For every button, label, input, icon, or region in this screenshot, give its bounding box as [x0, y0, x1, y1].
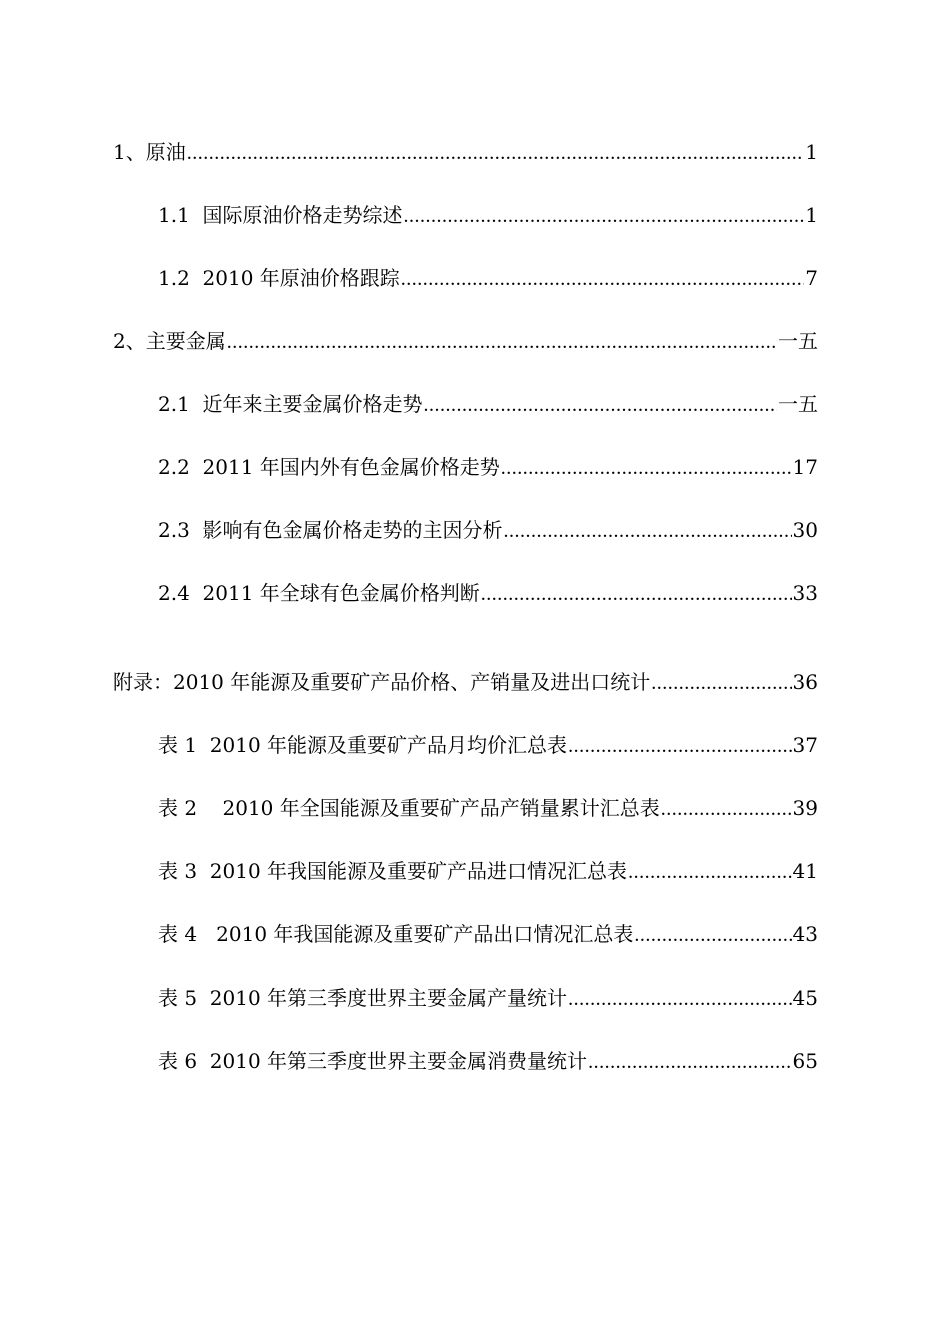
toc-entry-1-2[interactable] — [158, 262, 818, 294]
toc-page-number: 65 — [792, 1049, 818, 1073]
toc-entry-title: 附录：2010 年能源及重要矿产品价格、产销量及进出口统计 — [113, 670, 651, 694]
toc-entry-title: 2、主要金属 — [113, 329, 226, 353]
dot-leader — [227, 326, 777, 358]
dot-leader — [651, 667, 791, 699]
toc-page-number: 30 — [792, 518, 818, 542]
toc-page-number: 33 — [792, 581, 818, 605]
dot-leader — [661, 793, 792, 825]
toc-entry-main-metals[interactable] — [113, 325, 818, 357]
toc-entry-table-4[interactable] — [158, 918, 818, 950]
toc-entry-table-6[interactable] — [158, 1045, 818, 1077]
dot-leader — [634, 919, 791, 951]
toc-page-number: 1 — [805, 203, 818, 227]
toc-page-number: 39 — [792, 796, 818, 820]
toc-page-number: 7 — [805, 266, 818, 290]
toc-page-number: 1 — [805, 140, 818, 164]
dot-leader — [568, 730, 791, 762]
toc-page-number: 37 — [792, 733, 818, 757]
toc-entry-title: 表 1 2010 年能源及重要矿产品月均价汇总表 — [158, 733, 568, 757]
toc-page-number: 一五 — [778, 329, 818, 353]
toc-entry-title: 表 5 2010 年第三季度世界主要金属产量统计 — [158, 986, 568, 1010]
toc-entry-2-2[interactable] — [158, 451, 818, 483]
toc-entry-title: 2.3 影响有色金属价格走势的主因分析 — [158, 518, 503, 542]
dot-leader — [401, 263, 804, 295]
dot-leader — [628, 856, 791, 888]
toc-entry-table-1[interactable] — [158, 729, 818, 761]
toc-entry-title: 表 3 2010 年我国能源及重要矿产品进口情况汇总表 — [158, 859, 628, 883]
toc-entry-title: 1.2 2010 年原油价格跟踪 — [158, 266, 400, 290]
dot-leader — [404, 200, 805, 232]
dot-leader — [424, 389, 777, 421]
dot-leader — [481, 578, 792, 610]
toc-entry-1-1[interactable] — [158, 199, 818, 231]
toc-page-number: 45 — [792, 986, 818, 1010]
toc-entry-title: 2.1 近年来主要金属价格走势 — [158, 392, 423, 416]
toc-page-number: 一五 — [778, 392, 818, 416]
toc-entry-title: 2.4 2011 年全球有色金属价格判断 — [158, 581, 480, 605]
toc-entry-title: 表 2 2010 年全国能源及重要矿产品产销量累计汇总表 — [158, 796, 660, 820]
toc-entry-title: 1、原油 — [113, 140, 186, 164]
dot-leader — [588, 1046, 791, 1078]
dot-leader — [187, 137, 805, 169]
toc-entry-2-3[interactable] — [158, 514, 818, 546]
dot-leader — [568, 983, 791, 1015]
toc-entry-table-5[interactable] — [158, 982, 818, 1014]
toc-entry-title: 2.2 2011 年国内外有色金属价格走势 — [158, 455, 500, 479]
toc-entry-table-2[interactable] — [158, 792, 818, 824]
toc-entry-title: 1.1 国际原油价格走势综述 — [158, 203, 403, 227]
toc-page-number: 17 — [792, 455, 818, 479]
toc-entry-crude-oil[interactable] — [113, 136, 818, 168]
dot-leader — [501, 452, 792, 484]
toc-page-number: 41 — [792, 859, 818, 883]
toc-entry-appendix[interactable] — [113, 666, 818, 698]
toc-entry-title: 表 6 2010 年第三季度世界主要金属消费量统计 — [158, 1049, 588, 1073]
toc-entry-2-4[interactable] — [158, 577, 818, 609]
toc-entry-table-3[interactable] — [158, 855, 818, 887]
dot-leader — [504, 515, 792, 547]
toc-page-number: 43 — [792, 922, 818, 946]
toc-entry-2-1[interactable] — [158, 388, 818, 420]
toc-page-number: 36 — [792, 670, 818, 694]
toc-entry-title: 表 4 2010 年我国能源及重要矿产品出口情况汇总表 — [158, 922, 634, 946]
